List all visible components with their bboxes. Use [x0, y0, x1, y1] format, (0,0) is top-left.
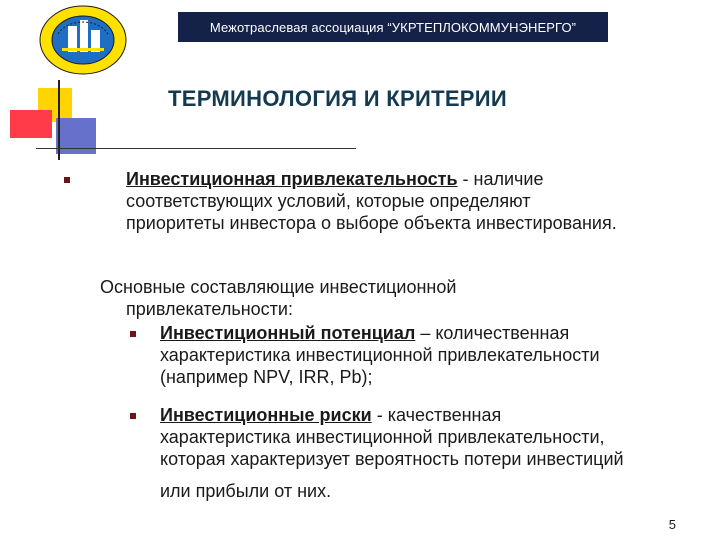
- slide-title: ТЕРМИНОЛОГИЯ И КРИТЕРИИ: [168, 86, 507, 111]
- decor-red-rect: [10, 110, 52, 138]
- square-bullet-icon: [64, 177, 70, 183]
- component-line: характеристика инвестиционной привлекательности,: [160, 427, 605, 447]
- components-intro: [100, 276, 700, 320]
- square-bullet-icon: [130, 331, 136, 337]
- definition-text: [126, 168, 676, 234]
- decor-horizontal-line: [36, 148, 356, 149]
- component-line: - качественная: [371, 405, 502, 425]
- components-intro-line: привлекательности:: [126, 299, 293, 319]
- components-intro-line: Основные составляющие инвестиционной: [100, 277, 457, 297]
- component-line: характеристика инвестиционной привлекательности: [160, 345, 600, 365]
- component-term: Инвестиционные риски: [160, 405, 372, 425]
- definition-line: соответствующих условий, которые определяют: [126, 191, 531, 211]
- association-logo: [38, 4, 128, 76]
- component-text: [160, 322, 688, 388]
- component-line: – количественная: [415, 323, 570, 343]
- header-association-bar: Межотраслевая ассоциация “УКРТЕПЛОКОММУНЭНЕРГО”: [178, 12, 608, 42]
- component-text: [160, 404, 688, 470]
- definition-block: [56, 168, 676, 234]
- component-term: Инвестиционный потенциал: [160, 323, 416, 343]
- component-tail-line: или прибыли от них.: [160, 481, 332, 501]
- page-number: 5: [668, 517, 676, 532]
- square-bullet-icon: [130, 413, 136, 419]
- component-line: которая характеризует вероятность потери инвестиций: [160, 449, 624, 469]
- definition-line: - наличие: [457, 169, 544, 189]
- logo-emblem-icon: [38, 4, 128, 76]
- definition-term: Инвестиционная привлекательность: [126, 169, 458, 189]
- component-line: (например NPV, IRR, Pb);: [160, 367, 373, 387]
- component-item: [128, 322, 688, 388]
- component-item: [128, 404, 688, 470]
- definition-line: приоритеты инвестора о выборе объекта инвестирования.: [126, 213, 617, 233]
